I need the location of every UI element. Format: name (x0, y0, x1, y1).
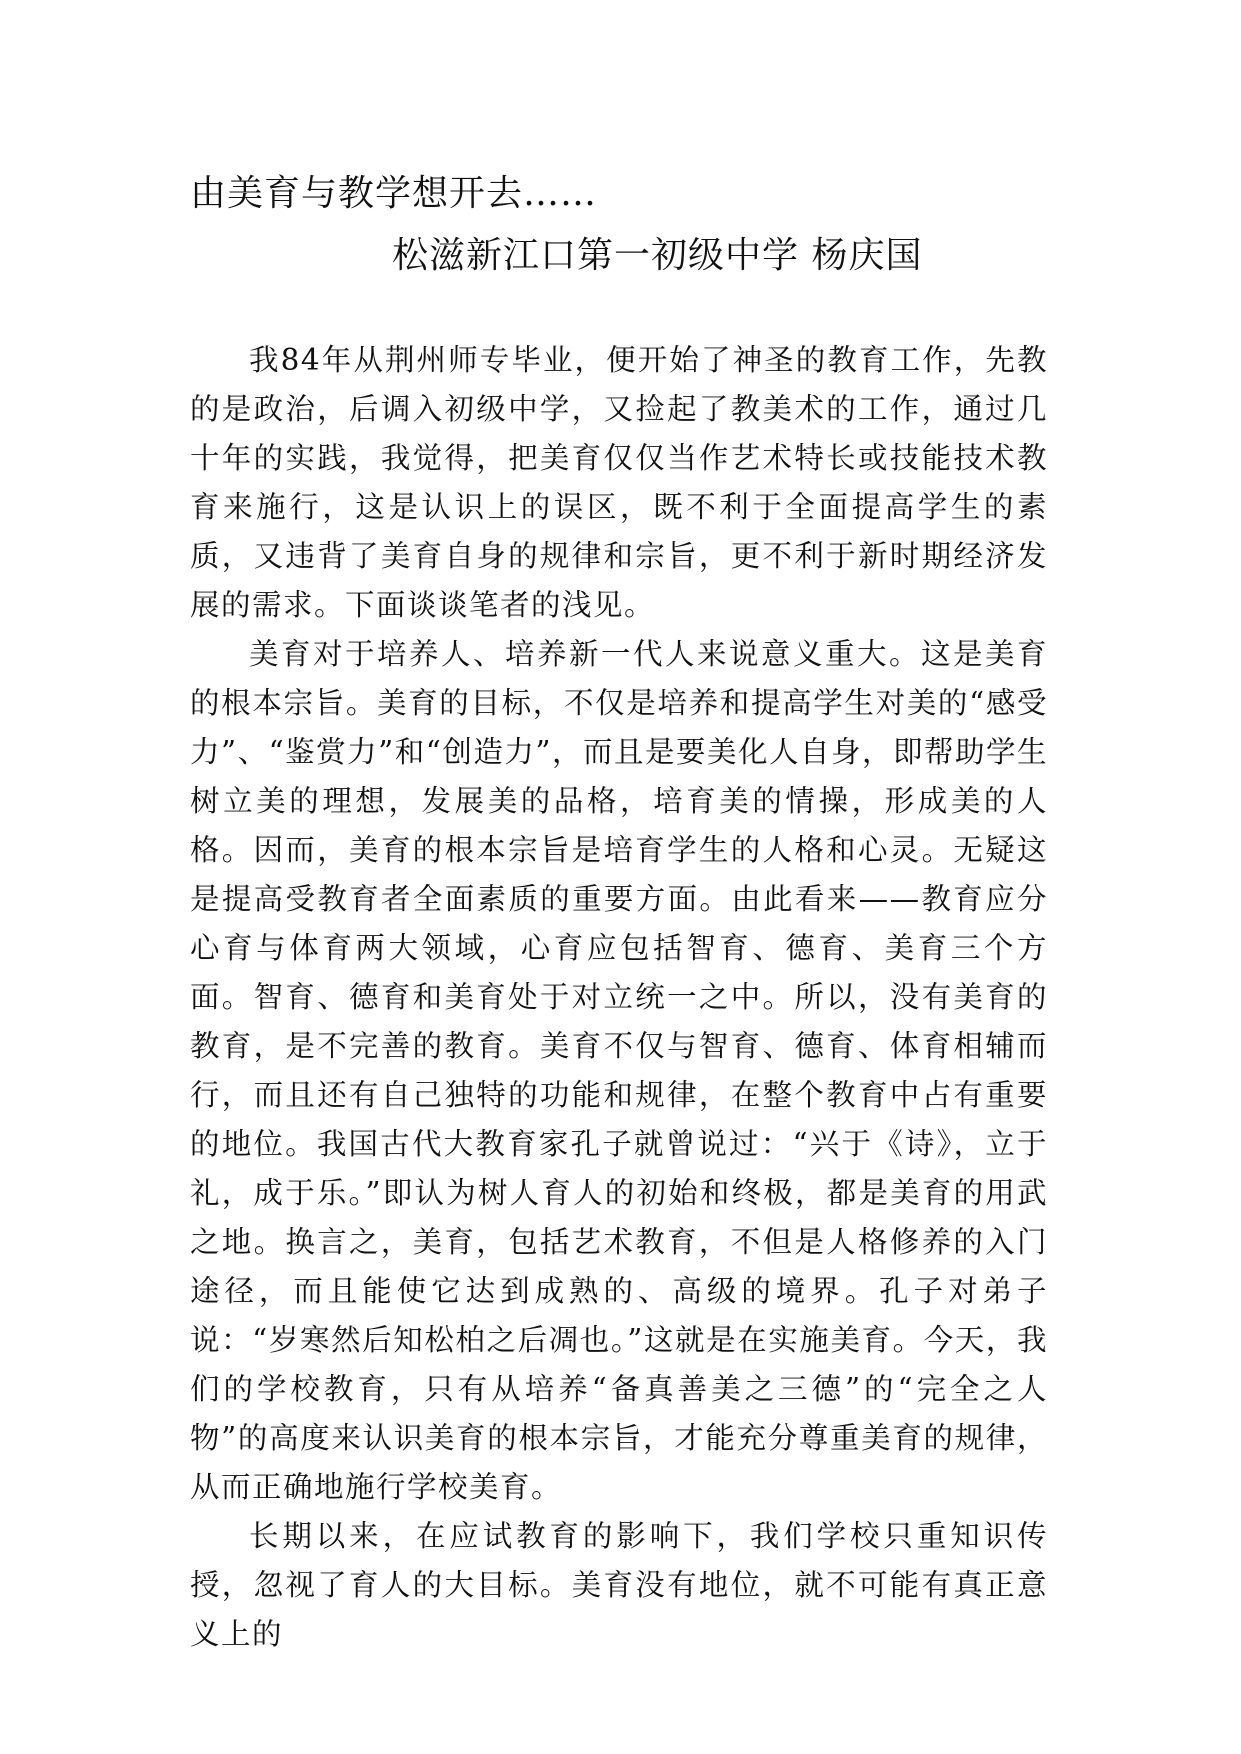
document-body (190, 336, 1048, 1659)
author-line: 松滋新江口第一初级中学 杨庆国 (392, 235, 923, 276)
paragraph-2: 美育对于培养人、培养新一代人来说意义重大。这是美育的根本宗旨。美育的目标，不仅是培养和提高学生对美的“感受力”、“鉴赏力”和“创造力”，而且是要美化人自身，即帮助学生树立美的理想，发展美的品格，培育美的情操，形成美的人格。因而，美育的根本宗旨是培育学生的人格和心灵。无疑这是提高受教育者全面素质的重要方面。由此看来——教育应分心育与体育两大领域，心育应包括智育、德育、美育三个方面。智育、德育和美育处于对立统一之中。所以，没有美育的教育，是不完善的教育。美育不仅与智育、德育、体育相辅而行，而且还有自己独特的功能和规律，在整个教育中占有重要的地位。我国古代大教育家孔子就曾说过：“兴于《诗》，立于礼，成于乐。”即认为树人育人的初始和终极，都是美育的用武之地。换言之，美育，包括艺术教育，不但是人格修养的入门途径，而且能使它达到成熟的、高级的境界。孔子对弟子说：“岁寒然后知松柏之后凋也。”这就是在实施美育。今天，我们的学校教育，只有从培养“备真善美之三德”的“完全之人物”的高度来认识美育的根本宗旨，才能充分尊重美育的规律，从而正确地施行学校美育。 (190, 637, 1048, 1504)
document-title: 由美育与教学想开去…… (190, 173, 598, 214)
paragraph-1: 我84年从荆州师专毕业，便开始了神圣的教育工作，先教的是政治，后调入初级中学，又捡起了教美术的工作，通过几十年的实践，我觉得，把美育仅仅当作艺术特长或技能技术教育来施行，这是认识上的误区，既不利于全面提高学生的素质，又违背了美育自身的规律和宗旨，更不利于新时期经济发展的需求。下面谈谈笔者的浅见。 (190, 343, 1048, 622)
paragraph-3: 长期以来，在应试教育的影响下，我们学校只重知识传授，忽视了育人的大目标。美育没有地位，就不可能有真正意义上的 (190, 1519, 1048, 1651)
